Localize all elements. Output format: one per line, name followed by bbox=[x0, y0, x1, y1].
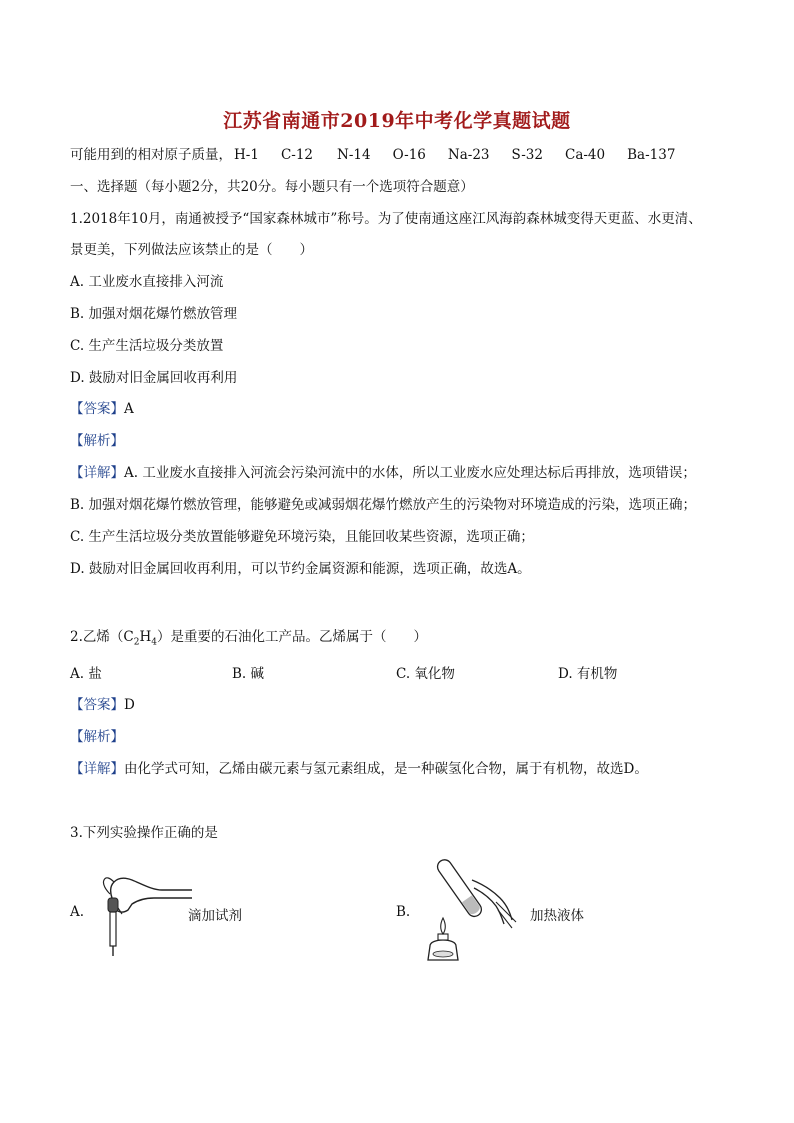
heating-liquid-figure bbox=[412, 850, 522, 966]
q2-detail bbox=[70, 760, 730, 778]
q3-stem: 3.下列实验操作正确的是 bbox=[70, 825, 218, 841]
atomic-masses-line bbox=[70, 146, 730, 164]
answer-tag: 【答案】 bbox=[70, 401, 124, 417]
detail-tag: 【详解】 bbox=[70, 761, 124, 777]
formula-c-subscript: 2 bbox=[133, 637, 140, 648]
q2-option-c: C. 氧化物 bbox=[396, 666, 455, 682]
q1-option-a: A. 工业废水直接排入河流 bbox=[70, 274, 224, 290]
q2-answer bbox=[70, 696, 730, 714]
formula-c: C bbox=[123, 629, 134, 645]
q2-option-d: D. 有机物 bbox=[558, 666, 618, 682]
q1-analysis-tag: 【解析】 bbox=[70, 433, 124, 449]
atomic-mass: O-16 bbox=[392, 147, 426, 163]
formula-h: H bbox=[139, 629, 152, 645]
q1-answer bbox=[70, 400, 730, 418]
q2-analysis-tag: 【解析】 bbox=[70, 729, 124, 745]
section-heading: 一、选择题（每小题2分，共20分。每小题只有一个选项符合题意） bbox=[70, 179, 474, 195]
q1-detail-line3: C. 生产生活垃圾分类放置能够避免环境污染，且能回收某些资源，选项正确； bbox=[70, 529, 534, 545]
q3-option-a-label: 滴加试剂 bbox=[188, 908, 242, 924]
q1-option-b: B. 加强对烟花爆竹燃放管理 bbox=[70, 306, 238, 322]
formula-h-subscript: 4 bbox=[151, 637, 157, 648]
q3-option-a-letter: A. bbox=[70, 904, 85, 920]
q3-option-b-label: 加热液体 bbox=[530, 908, 584, 924]
q1-detail-line2: B. 加强对烟花爆竹燃放管理，能够避免或减弱烟花爆竹燃放产生的污染物对环境造成的污染，选项正确； bbox=[70, 497, 697, 513]
atomic-mass: N-14 bbox=[337, 147, 371, 163]
q1-detail-line1 bbox=[70, 464, 730, 482]
q2-stem-prefix: 2.乙烯（ bbox=[70, 629, 124, 645]
q3-option-b-letter: B. bbox=[396, 904, 411, 920]
answer-value: A bbox=[124, 401, 134, 417]
page-title: 江苏省南通市2019年中考化学真题试题 bbox=[223, 110, 571, 132]
atomic-mass: Na-23 bbox=[447, 147, 490, 163]
detail-text: A. 工业废水直接排入河流会污染河流中的水体，所以工业废水应处理达标后再排放，选项错误； bbox=[124, 465, 696, 481]
dropper-figure bbox=[92, 868, 196, 962]
atomic-masses-label: 可能用到的相对原子质量， bbox=[70, 147, 232, 163]
answer-tag: 【答案】 bbox=[70, 697, 124, 713]
atomic-mass: C-12 bbox=[280, 147, 314, 163]
answer-value: D bbox=[124, 697, 135, 713]
atomic-mass: Ca-40 bbox=[564, 147, 606, 163]
q1-stem-line2: 景更美，下列做法应该禁止的是（ ） bbox=[70, 242, 313, 258]
q1-option-d: D. 鼓励对旧金属回收再利用 bbox=[70, 370, 238, 386]
ethylene-formula bbox=[123, 629, 157, 648]
detail-tag: 【详解】 bbox=[70, 465, 124, 481]
q1-stem-line1: 1.2018年10月，南通被授予“国家森林城市”称号。为了使南通这座江风海韵森林城变得天更蓝、水更清、 bbox=[70, 211, 702, 227]
q2-option-b: B. 碱 bbox=[232, 666, 265, 682]
q2-option-a: A. 盐 bbox=[70, 666, 102, 682]
atomic-mass: S-32 bbox=[511, 147, 543, 163]
detail-text: 由化学式可知，乙烯由碳元素与氢元素组成，是一种碳氢化合物，属于有机物，故选D。 bbox=[124, 761, 648, 777]
atomic-mass: H-1 bbox=[234, 147, 259, 163]
q1-option-c: C. 生产生活垃圾分类放置 bbox=[70, 338, 224, 354]
q1-detail-line4: D. 鼓励对旧金属回收再利用，可以节约金属资源和能源，选项正确，故选A。 bbox=[70, 561, 531, 577]
atomic-mass: Ba-137 bbox=[627, 147, 676, 163]
q2-stem-suffix: ）是重要的石油化工产品。乙烯属于（ ） bbox=[156, 629, 427, 645]
q2-stem bbox=[70, 628, 730, 652]
